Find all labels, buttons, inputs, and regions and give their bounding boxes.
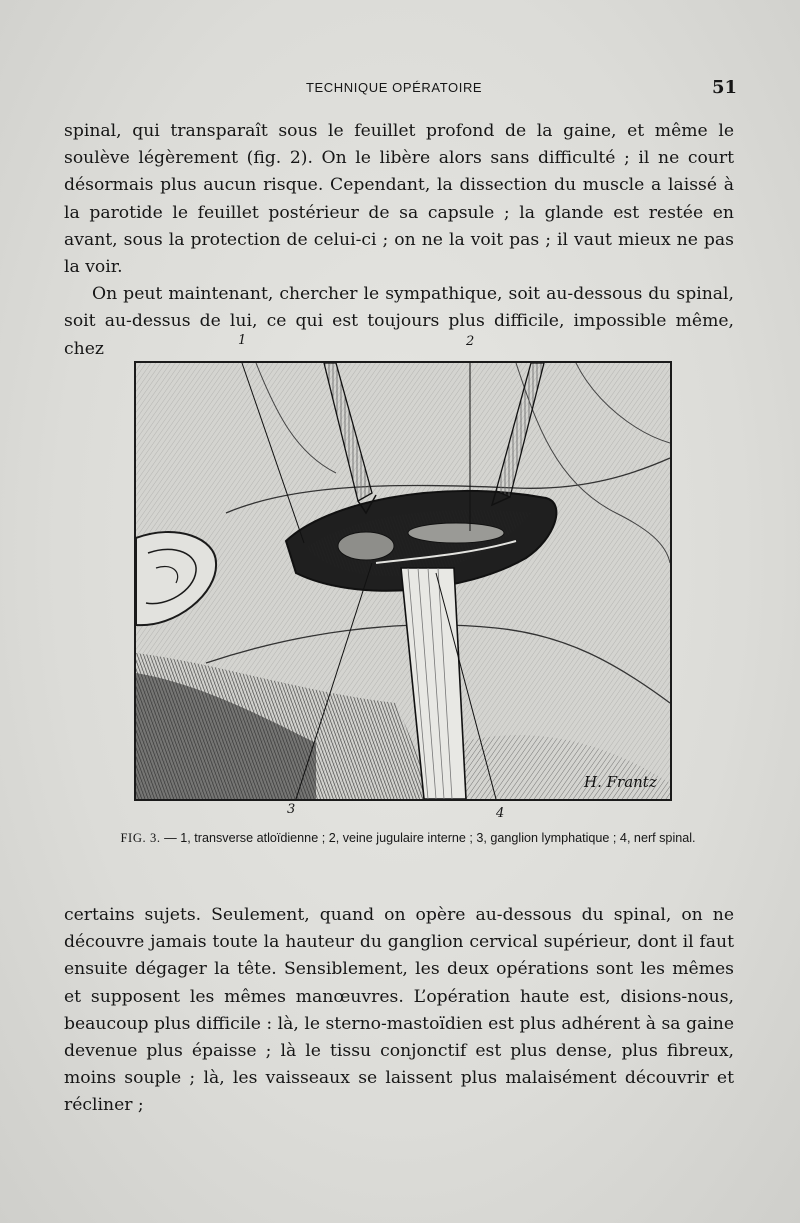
- artist-signature: H. Frantz: [584, 773, 657, 791]
- caption-label: FIG. 3.: [120, 831, 161, 845]
- page-number: 51: [712, 77, 738, 98]
- figure-label-2: 2: [466, 334, 475, 349]
- figure-caption: [88, 829, 728, 848]
- running-head-title: TECHNIQUE OPÉRATOIRE: [306, 80, 483, 95]
- figure-label-1: 1: [238, 333, 247, 348]
- paragraph: On peut maintenant, chercher le sympathique, soit au-dessous du spinal, soit au-dessus de lui, ce qui est toujours plus difficile, impossible même, chez: [64, 284, 734, 359]
- figure-label-4: 4: [496, 806, 505, 821]
- surgical-illustration: [134, 361, 672, 801]
- paragraph: certains sujets. Seulement, quand on opère au-dessous du spinal, on ne découvre jamais toute la hauteur du ganglion cervical supérieur, dont il faut ensuite dégager la tête. Sensiblement, les deux opérations sont les mêmes et supposent les mêmes manœuvres. L’opération haute est, disions-nous, beaucoup plus difficile : là, le sterno-mastoïdien est plus adhérent à sa gaine devenue plus épaisse ; là le tissu conjonctif est plus dense, plus fibreux, moins souple ; là, les vaisseaux se laissent plus malaisément découvrir et récliner ;: [64, 905, 734, 1116]
- caption-text: — 1, transverse atloïdienne ; 2, veine jugulaire interne ; 3, ganglion lymphatique ; 4, nerf spinal.: [160, 831, 696, 845]
- paragraph: spinal, qui transparaît sous le feuillet profond de la gaine, et même le soulève légèrement (fig. 2). On le libère alors sans difficulté ; il ne court désormais plus aucun risque. Cependant, la dissection du muscle a laissé à la parotide le feuillet postérieur de sa capsule ; la glande est restée en avant, sous la protection de celui-ci ; on ne la voit pas ; il vaut mieux ne pas la voir.: [64, 121, 734, 278]
- body-text-top: [64, 118, 734, 363]
- figure-label-3: 3: [287, 802, 296, 817]
- body-text-bottom: [64, 902, 734, 1120]
- running-head: [0, 77, 800, 100]
- surgical-engraving: [136, 363, 670, 799]
